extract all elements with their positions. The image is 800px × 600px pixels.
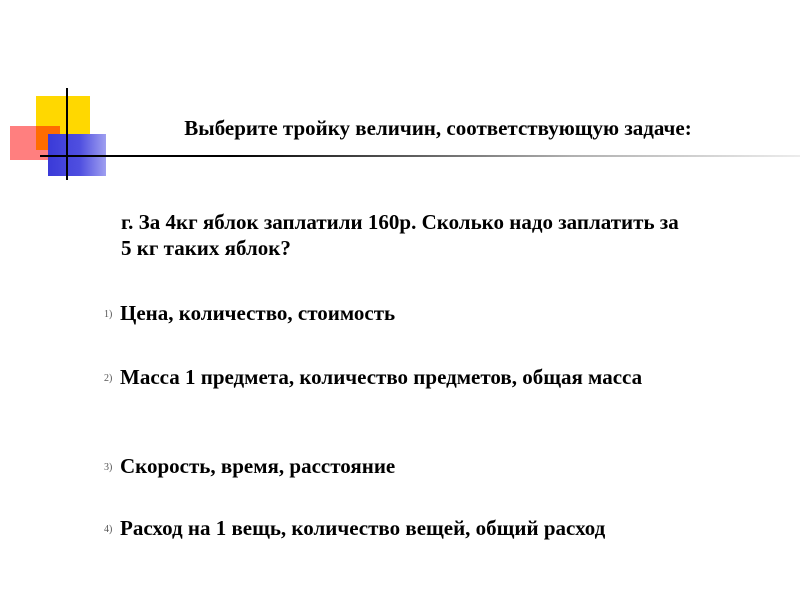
answer-option-2 — [104, 364, 766, 390]
option-number: 3) — [104, 462, 113, 473]
option-number: 2) — [104, 373, 113, 384]
option-number: 4) — [104, 524, 113, 535]
vertical-rule-decoration — [66, 88, 68, 180]
option-text: Расход на 1 вещь, количество вещей, общий расход — [120, 516, 606, 540]
answer-option-3 — [104, 453, 766, 479]
option-text: Цена, количество, стоимость — [120, 301, 396, 325]
slide-title: Выберите тройку величин, соответствующую задаче: — [184, 116, 692, 140]
decorative-header-graphic — [0, 0, 800, 200]
option-text: Скорость, время, расстояние — [120, 454, 396, 478]
horizontal-rule-decoration — [40, 155, 800, 157]
option-text: Масса 1 предмета, количество предметов, общая масса — [120, 365, 643, 389]
answer-option-1 — [104, 300, 766, 326]
option-number: 1) — [104, 309, 113, 320]
answer-option-4 — [104, 515, 766, 541]
problem-statement: г. За 4кг яблок заплатили 160р. Сколько надо заплатить за 5 кг таких яблок? — [121, 210, 679, 260]
